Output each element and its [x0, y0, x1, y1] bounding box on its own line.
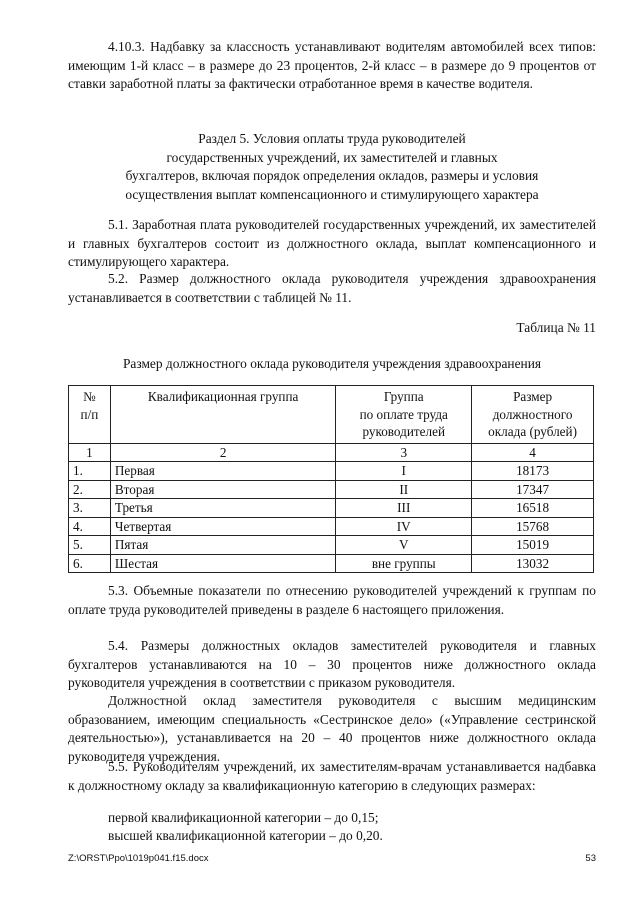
paragraph-first-category: первой квалификационной категории – до 0,15;: [108, 810, 379, 825]
section-5-title: [68, 130, 596, 204]
header-pay-group-line-2: по оплате труда: [359, 406, 448, 422]
row-salary: 15768: [472, 517, 594, 536]
table-label: Таблица № 11: [516, 320, 596, 335]
row-group: Третья: [110, 499, 335, 518]
footer-file-path: Z:\ORST\Ppo\1019p041.f15.docx: [68, 853, 209, 864]
table-row: [69, 499, 594, 518]
row-number: 4.: [69, 517, 111, 536]
row-number: 5.: [69, 536, 111, 555]
paragraph-5-1: 5.1. Заработная плата руководителей государственных учреждений, их заместителей и главных бухгалтеров состоит из должностного оклада, выплат компенсационного и стимулирующего характера.: [68, 217, 596, 270]
numbering-cell: 2: [110, 443, 335, 462]
header-qualification-group-text: Квалификационная группа: [147, 389, 299, 404]
header-qualification-group: [110, 386, 335, 444]
section-title-line-1: Раздел 5. Условия оплаты труда руководителей: [198, 131, 466, 146]
table-row: [69, 462, 594, 481]
row-pay-group: II: [336, 480, 472, 499]
table-row: [69, 480, 594, 499]
header-number-line-1: №: [83, 389, 96, 404]
numbering-cell: 4: [472, 443, 594, 462]
header-salary-line-1: Размер: [513, 389, 553, 404]
section-title-line-2: государственных учреждений, их заместителей и главных: [166, 149, 498, 165]
row-number: 1.: [69, 462, 111, 481]
table-row: [69, 517, 594, 536]
row-number: 6.: [69, 554, 111, 573]
table-row: [69, 554, 594, 573]
row-pay-group: III: [336, 499, 472, 518]
table-caption: Размер должностного оклада руководителя учреждения здравоохранения: [122, 356, 542, 371]
footer-page-number: 53: [585, 853, 596, 864]
row-group: Четвертая: [110, 517, 335, 536]
paragraph-4-10-3: 4.10.3. Надбавку за классность устанавливают водителям автомобилей всех типов: имеющим 1-й класс – в размере до 23 процентов, 2-й класс – в размере до 9 процентов от ставки заработной платы за фактически отработанное время в качестве водителя.: [68, 39, 596, 92]
header-number-line-2: п/п: [80, 406, 99, 422]
row-number: 2.: [69, 480, 111, 499]
header-salary-line-3: оклада (рублей): [488, 424, 577, 439]
row-group: Вторая: [110, 480, 335, 499]
header-pay-group-line-3: руководителей: [362, 424, 446, 439]
row-group: Шестая: [110, 554, 335, 573]
header-salary: [472, 386, 594, 444]
header-pay-group-line-1: Группа: [383, 389, 424, 404]
paragraph-highest-category: высшей квалификационной категории – до 0,20.: [108, 828, 383, 843]
row-group: Первая: [110, 462, 335, 481]
salary-table: [68, 385, 594, 573]
numbering-cell: 1: [69, 443, 111, 462]
section-title-line-4: осуществления выплат компенсационного и стимулирующего характера: [125, 186, 539, 202]
paragraph-5-3: 5.3. Объемные показатели по отнесению руководителей учреждений к группам по оплате труда руководителей приведены в разделе 6 настоящего приложения.: [68, 583, 596, 617]
section-title-line-3: бухгалтеров, включая порядок определения окладов, размеры и условия: [125, 168, 539, 184]
row-salary: 17347: [472, 480, 594, 499]
row-salary: 16518: [472, 499, 594, 518]
table-numbering-row: [69, 443, 594, 462]
paragraph-deputy-salary: Должностной оклад заместителя руководителя с высшим медицинским образованием, имеющим специальность «Сестринское дело» («Управление сестринской деятельностью»), устанавливается на 20 – 40 процентов ниже должностного оклада руководителя учреждения.: [68, 693, 596, 764]
header-number: [69, 386, 111, 444]
row-pay-group: IV: [336, 517, 472, 536]
row-pay-group: вне группы: [336, 554, 472, 573]
row-salary: 18173: [472, 462, 594, 481]
paragraph-5-2: 5.2. Размер должностного оклада руководителя учреждения здравоохранения устанавливается в соответствии с таблицей № 11.: [68, 271, 596, 305]
numbering-cell: 3: [336, 443, 472, 462]
row-number: 3.: [69, 499, 111, 518]
header-salary-line-2: должностного: [492, 406, 573, 422]
paragraph-5-4: 5.4. Размеры должностных окладов заместителей руководителя и главных бухгалтеров устанавливаются на 10 – 30 процентов ниже должностного оклада руководителя учреждения в соответствии с приказом руководителя.: [68, 638, 596, 691]
row-salary: 13032: [472, 554, 594, 573]
paragraph-5-5: 5.5. Руководителям учреждений, их заместителям-врачам устанавливается надбавка к должностному окладу за квалификационную категорию в следующих размерах:: [68, 759, 596, 793]
row-pay-group: V: [336, 536, 472, 555]
row-salary: 15019: [472, 536, 594, 555]
table-header-row: [69, 386, 594, 444]
table-row: [69, 536, 594, 555]
row-group: Пятая: [110, 536, 335, 555]
header-pay-group: [336, 386, 472, 444]
row-pay-group: I: [336, 462, 472, 481]
